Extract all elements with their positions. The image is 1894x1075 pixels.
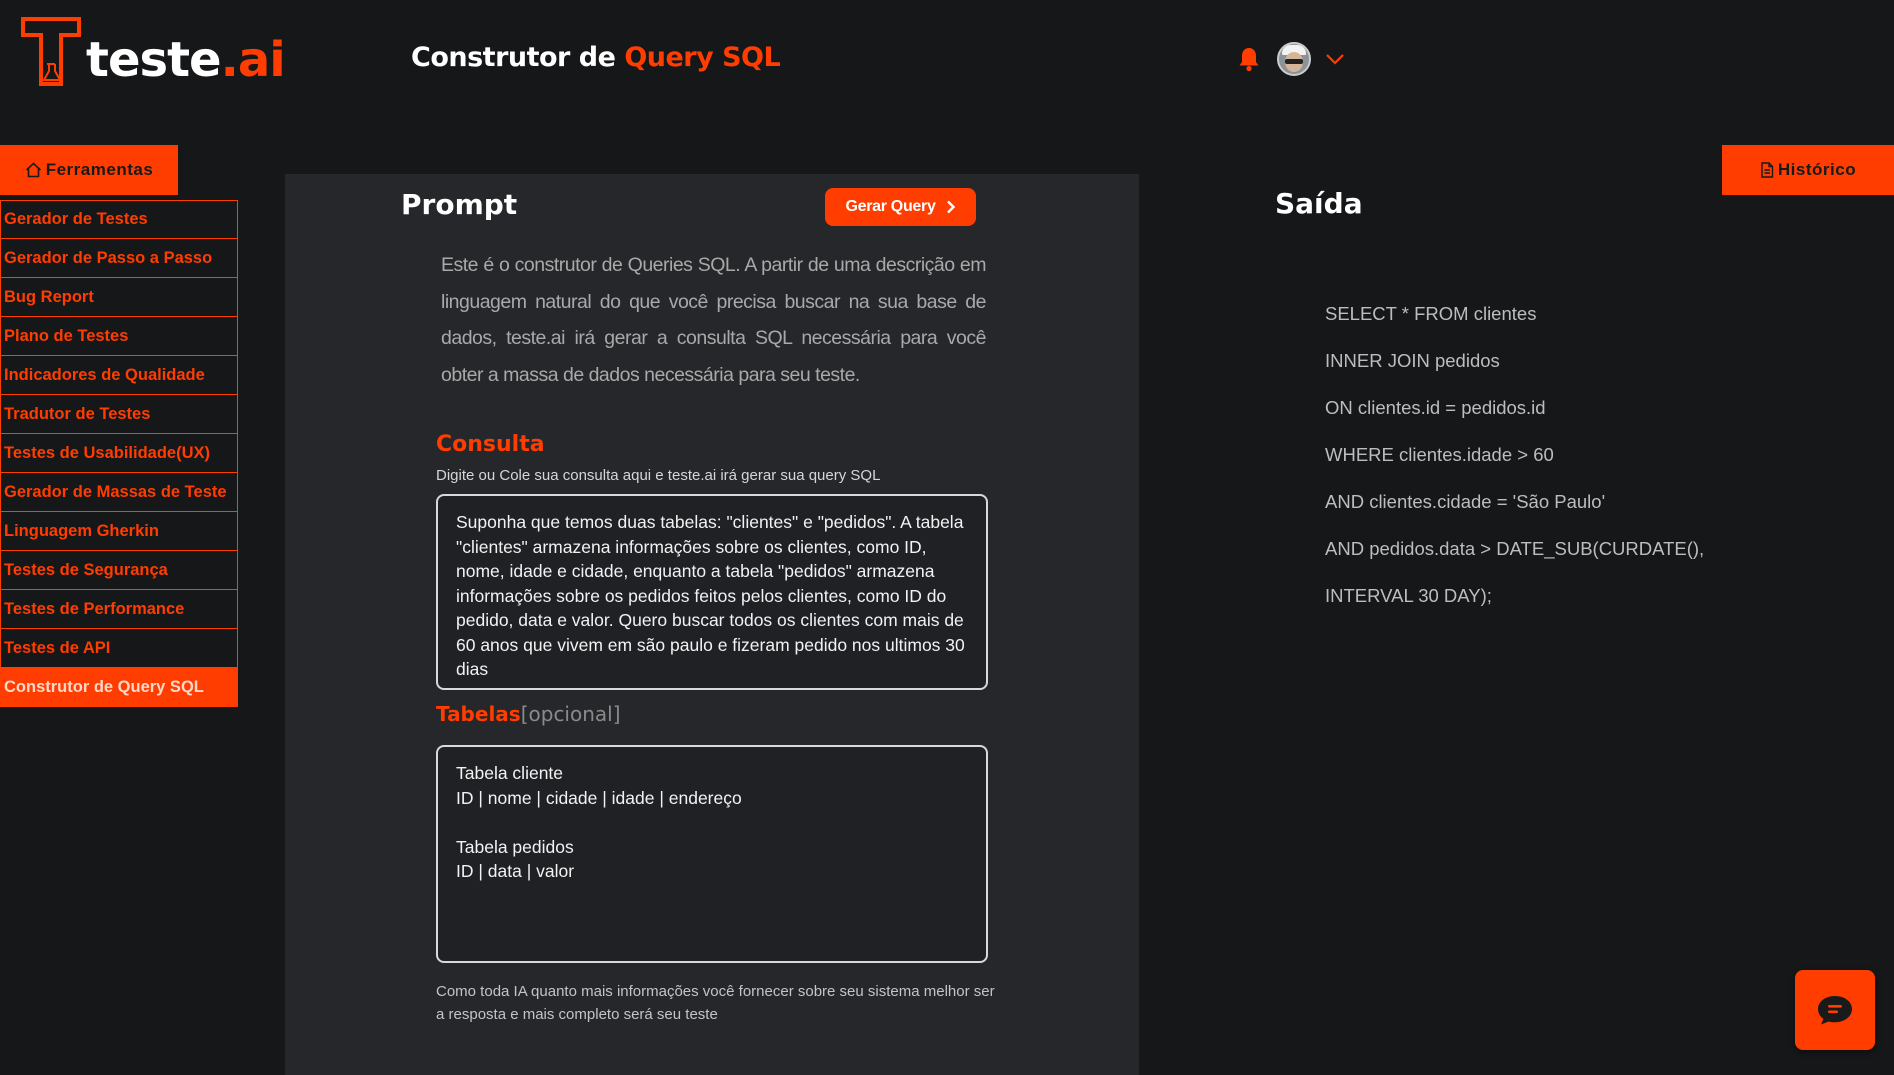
sql-line: ON clientes.id = pedidos.id [1325,397,1546,418]
chevron-down-icon[interactable] [1325,53,1345,65]
sql-line: WHERE clientes.idade > 60 [1325,444,1554,465]
sidebar-item-gerador-de-testes[interactable]: Gerador de Testes [0,200,238,239]
sidebar-menu [0,200,238,707]
logo-name-accent: .ai [220,32,285,88]
sql-line: INTERVAL 30 DAY); [1325,585,1492,606]
tools-button-label: Ferramentas [45,160,154,179]
consulta-label: Consulta [436,432,545,457]
logo-name-main: teste [86,32,221,88]
tabelas-label [436,702,621,726]
user-avatar[interactable] [1277,42,1311,76]
tools-button[interactable] [0,145,178,195]
sidebar-item-query-sql[interactable]: Construtor de Query SQL [0,668,238,707]
chat-button[interactable] [1795,970,1875,1050]
tabelas-label-text: Tabelas [436,702,521,726]
sidebar-item-bug-report[interactable]: Bug Report [0,278,238,317]
consulta-hint: Digite ou Cole sua consulta aqui e teste.ai irá gerar sua query SQL [436,467,881,484]
sidebar-item-tradutor[interactable]: Tradutor de Testes [0,395,238,434]
sidebar-item-massas[interactable]: Gerador de Massas de Teste [0,473,238,512]
sql-line: AND clientes.cidade = 'São Paulo' [1325,491,1606,512]
tabelas-textarea[interactable]: Tabela cliente ID | nome | cidade | idade | endereço Tabela pedidos ID | data | valor [436,745,988,963]
chevron-right-icon [946,200,956,214]
chat-icon [1816,994,1854,1026]
sql-line: SELECT * FROM clientes [1325,303,1537,324]
generate-query-label: Gerar Query [845,198,936,215]
logo-t-mark [20,16,82,88]
bell-icon[interactable] [1237,46,1261,72]
prompt-title: Prompt [401,188,518,221]
page-title-main: Construtor de [411,42,625,73]
sidebar-item-api[interactable]: Testes de API [0,629,238,668]
tabelas-optional-tag: [opcional] [520,702,621,726]
brand-logo[interactable] [20,16,285,88]
footer-note: Como toda IA quanto mais informações você fornecer sobre seu sistema melhor ser a resposta e mais completo será seu teste [436,983,995,1023]
app-header [0,0,1894,120]
history-button-label: Histórico [1777,160,1857,179]
sidebar-item-plano-de-testes[interactable]: Plano de Testes [0,317,238,356]
sidebar-item-seguranca[interactable]: Testes de Segurança [0,551,238,590]
sidebar-item-indicadores[interactable]: Indicadores de Qualidade [0,356,238,395]
document-icon [1760,162,1774,178]
sql-line: AND pedidos.data > DATE_SUB(CURDATE(), [1325,538,1705,559]
home-icon [25,162,42,178]
sidebar-item-passo-a-passo[interactable]: Gerador de Passo a Passo [0,239,238,278]
sidebar-item-performance[interactable]: Testes de Performance [0,590,238,629]
generate-query-button[interactable] [825,188,976,226]
prompt-intro-text: Este é o construtor de Queries SQL. A partir de uma descrição em linguagem natural do que você precisa buscar na sua base de dados, teste.ai irá gerar a consulta SQL necessária para você obter a massa de dados necessária para seu teste. [441,254,986,386]
header-actions [1237,42,1345,76]
history-button[interactable] [1722,145,1894,195]
sql-line: INNER JOIN pedidos [1325,350,1500,371]
page-title-accent: Query SQL [624,42,781,73]
sidebar-item-gherkin[interactable]: Linguagem Gherkin [0,512,238,551]
sidebar-item-usabilidade[interactable]: Testes de Usabilidade(UX) [0,434,238,473]
consulta-textarea[interactable]: Suponha que temos duas tabelas: "clientes" e "pedidos". A tabela "clientes" armazena informações sobre os clientes, como ID, nome, idade e cidade, enquanto a tabela "pedidos" armazena informações sobre os pedidos feitos pelos clientes, como ID do pedido, data e valor. Quero buscar todos os clientes com mais de 60 anos que vivem em são paulo e fizeram pedido nos ultimos 30 dias [436,494,988,690]
logo-text [86,32,285,88]
sql-output [1325,303,1704,632]
page-title [411,42,780,73]
output-title: Saída [1275,187,1363,220]
